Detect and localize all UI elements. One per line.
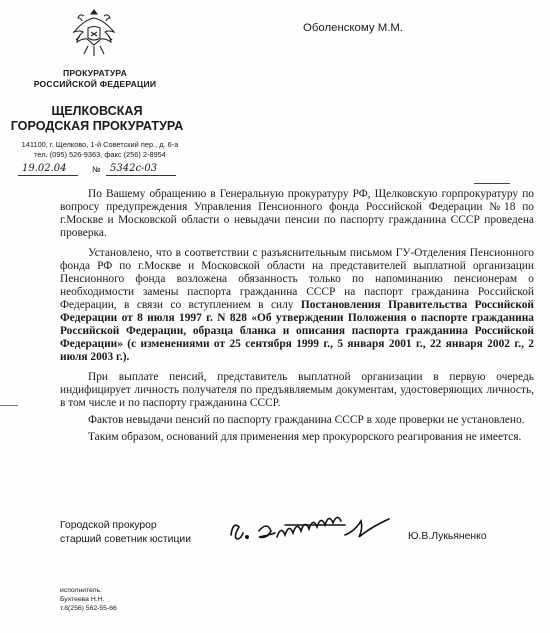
document-number: 5342с-03 bbox=[110, 163, 158, 174]
signatory-title-line-1: Городской прокурор bbox=[60, 520, 157, 531]
document-date: 19.02.04 bbox=[22, 163, 67, 174]
executor-phone: т.8(256) 562-55-66 bbox=[60, 605, 117, 612]
organization-title bbox=[20, 68, 170, 90]
executor-name: Бухтеева Н.Н. bbox=[60, 596, 105, 603]
address-line-1: 141100, г. Щелково, 1-й Советский пер., д. 6-а bbox=[21, 140, 179, 149]
org-line-1: ПРОКУРАТУРА bbox=[62, 68, 128, 78]
signatory-title-line-2: старший советник юстиции bbox=[60, 534, 191, 545]
signatory-name: Ю.В.Лукьяненко bbox=[408, 531, 487, 542]
executor-label: исполнитель: bbox=[60, 587, 103, 594]
letter-body bbox=[60, 188, 534, 451]
address-line-2: тел. (095) 526-9363, факс (256) 2-8954 bbox=[34, 150, 166, 159]
margin-mark bbox=[0, 405, 18, 406]
signatory-title bbox=[60, 519, 191, 547]
executor-info bbox=[60, 586, 117, 613]
office-title bbox=[4, 104, 190, 134]
office-line-2: ГОРОДСКАЯ ПРОКУРАТУРА bbox=[10, 119, 184, 133]
double-headed-eagle-emblem-icon bbox=[70, 6, 118, 58]
paragraph-2-resolution: Постановления Правительства Российской Федерации от 8 июля 1997 г. N 828 «Об утверждении Положения о паспорте гражданина Российской Федерации, образца бланка и описания паспорта гражданина Российской Федерации» (с изменениями от 25 сентября 1999 г., 5 января 2001 г., 22 января 2002 г., 2 июля 2003 г.). bbox=[60, 299, 534, 363]
number-label: № bbox=[92, 165, 101, 174]
paragraph-5: Таким образом, оснований для применения мер прокурорского реагирования не имеется. bbox=[88, 431, 522, 443]
date-underline bbox=[18, 175, 78, 176]
separator-line bbox=[474, 183, 510, 184]
office-line-1: ЩЕЛКОВСКАЯ bbox=[51, 104, 143, 118]
paragraph-1: По Вашему обращению в Генеральную прокуратуру РФ, Щелковскую горпрокуратуру по вопросу предупреждения Управления Пенсионного фонда Российской Федерации №18 по г.Москве и Московской области о невыдачи пенсии по паспорту гражданина СССР проведена проверка. bbox=[60, 188, 534, 239]
org-line-2: РОССИЙСКОЙ ФЕДЕРАЦИИ bbox=[33, 79, 157, 89]
registration-line bbox=[12, 162, 192, 178]
paragraph-3: При выплате пенсий, представитель выплатной организации в первую очередь индифицирует личность получателя по предъявляемым документам, удостоверяющих личность, в том числе и по паспорту гражданина СССР. bbox=[60, 371, 534, 409]
paragraph-2 bbox=[60, 247, 534, 364]
paragraph-4: Фактов невыдачи пенсий по паспорту гражданина СССР в ходе проверки не установлено. bbox=[88, 414, 525, 426]
number-underline bbox=[106, 175, 176, 176]
handwritten-signature bbox=[225, 505, 405, 553]
paragraph-2-text: Установлено, что в соответствии с разъяснительным письмом ГУ-Отделения Пенсионного фонда РФ по г.Москве и Московской области на представителей выплатной организации Пенсионного фонда возложена обязанность только по напоминанию пенсионерам о необходимости замены паспорта гражданина СССР на паспорт гражданина Российской Федерации, в связи со вступлением в силу bbox=[60, 247, 534, 311]
addressee: Оболенскому М.М. bbox=[303, 22, 404, 34]
office-address bbox=[10, 140, 190, 160]
